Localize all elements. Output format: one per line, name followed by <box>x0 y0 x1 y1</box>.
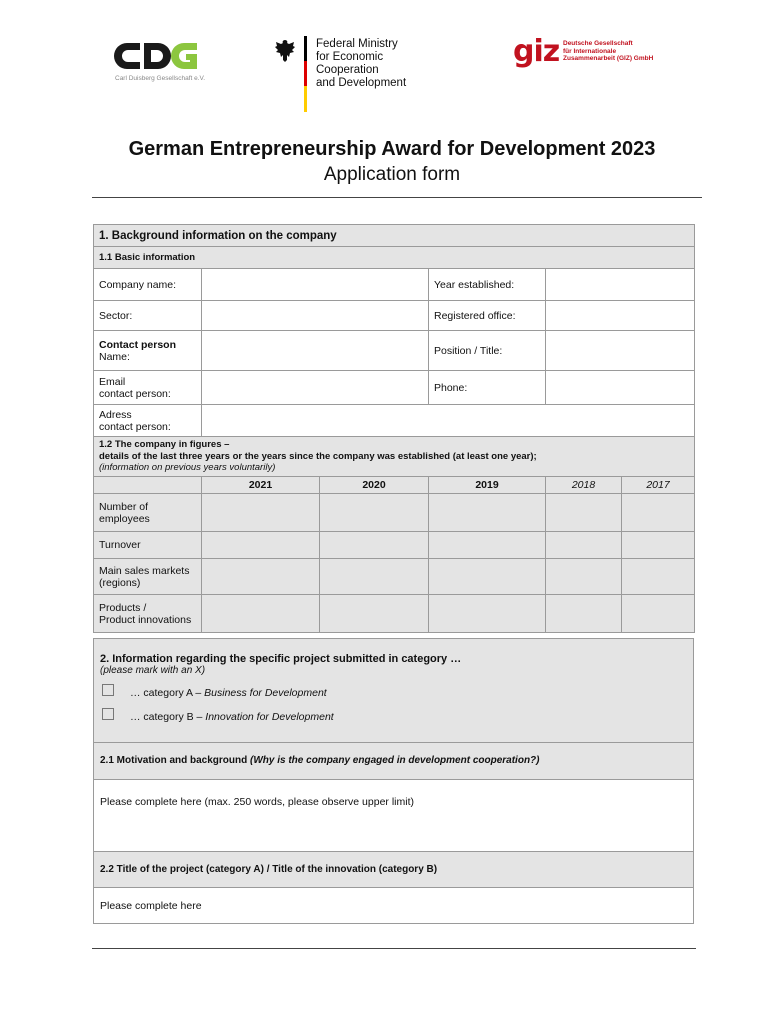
year-header-2018: 2018 <box>546 477 622 494</box>
giz-line-2: für Internationale <box>563 47 617 55</box>
sector-field[interactable] <box>202 301 429 331</box>
company-name-field[interactable] <box>202 269 429 301</box>
turnover-2021-field[interactable] <box>202 532 320 559</box>
year-header-empty <box>94 477 202 494</box>
address-field[interactable] <box>202 405 695 437</box>
giz-name <box>563 40 653 63</box>
category-a-prefix: … category A – <box>130 687 205 699</box>
row-label-line-1: Main sales markets <box>99 564 190 577</box>
motivation-heading-cell <box>94 743 694 780</box>
employees-2021-field[interactable] <box>202 494 320 532</box>
page-title: German Entrepreneurship Award for Development 2023 <box>128 138 656 160</box>
registered-office-field[interactable] <box>546 301 695 331</box>
turnover-2020-field[interactable] <box>320 532 429 559</box>
section-1-heading: 1. Background information on the company <box>94 225 695 247</box>
year-header-2017: 2017 <box>622 477 695 494</box>
email-label-line-2: contact person: <box>99 387 171 400</box>
email-field[interactable] <box>202 371 429 405</box>
motivation-question: (Why is the company engaged in development cooperation?) <box>250 755 540 766</box>
figures-heading-cell <box>94 437 695 477</box>
footer-divider <box>92 948 696 949</box>
products-2019-field[interactable] <box>429 595 546 633</box>
turnover-2017-field[interactable] <box>622 532 695 559</box>
products-2017-field[interactable] <box>622 595 695 633</box>
category-a-option[interactable] <box>102 681 687 705</box>
address-label-line-1: Adress <box>99 408 132 421</box>
project-title-heading: 2.2 Title of the project (category A) / Title of the innovation (category B) <box>94 852 694 888</box>
phone-field[interactable] <box>546 371 695 405</box>
row-label-markets <box>94 559 202 595</box>
category-b-prefix: … category B – <box>130 711 206 723</box>
markets-2021-field[interactable] <box>202 559 320 595</box>
bmz-line-2: for Economic Cooperation <box>316 51 384 76</box>
cdg-subtitle: Carl Duisberg Gesellschaft e.V. <box>115 75 206 82</box>
address-label-line-2: contact person: <box>99 420 171 433</box>
sector-label: Sector: <box>94 301 202 331</box>
figures-note: (information on previous years voluntarily) <box>99 462 276 474</box>
figures-detail: details of the last three years or the years since the company was established (at least one year); <box>99 450 537 462</box>
year-header-2020: 2020 <box>320 477 429 494</box>
category-a-name: Business for Development <box>204 687 327 699</box>
products-2018-field[interactable] <box>546 595 622 633</box>
row-label-employees <box>94 494 202 532</box>
category-b-name: Innovation for Development <box>205 711 334 723</box>
motivation-heading: 2.1 Motivation and background <box>100 755 251 766</box>
row-label-line-1: Products / <box>99 601 147 614</box>
email-label-line-1: Email <box>99 375 126 388</box>
row-label-line-2: Product innovations <box>99 613 192 626</box>
bmz-line-1: Federal Ministry <box>316 38 398 50</box>
section-2-note: (please mark with an X) <box>100 665 206 676</box>
products-2020-field[interactable] <box>320 595 429 633</box>
giz-line-3: Zusammenarbeit (GIZ) GmbH <box>563 55 654 62</box>
address-label <box>94 405 202 437</box>
category-b-option[interactable] <box>102 705 687 729</box>
category-b-checkbox[interactable] <box>102 708 114 720</box>
registered-office-label: Registered office: <box>429 301 546 331</box>
year-header-2021: 2021 <box>202 477 320 494</box>
eagle-icon <box>272 38 298 64</box>
project-info-table <box>93 638 694 924</box>
employees-2018-field[interactable] <box>546 494 622 532</box>
category-a-checkbox[interactable] <box>102 684 114 696</box>
bmz-line-3: and Development <box>316 77 407 89</box>
turnover-2018-field[interactable] <box>546 532 622 559</box>
section-2-heading: 2. Information regarding the specific project submitted in category … <box>100 653 462 665</box>
markets-2018-field[interactable] <box>546 559 622 595</box>
cdg-logo <box>113 39 206 91</box>
position-label: Position / Title: <box>429 331 546 371</box>
row-label-line-2: employees <box>99 512 150 525</box>
row-label-line-2: (regions) <box>99 576 141 589</box>
name-label: Name: <box>99 350 130 363</box>
contact-name-label <box>94 331 202 371</box>
company-info-table <box>93 224 695 633</box>
divider <box>92 197 702 198</box>
company-name-label: Company name: <box>94 269 202 301</box>
year-established-label: Year established: <box>429 269 546 301</box>
motivation-field[interactable]: Please complete here (max. 250 words, please observe upper limit) <box>94 780 694 852</box>
giz-logo <box>513 34 663 78</box>
project-title-field[interactable]: Please complete here <box>94 888 694 924</box>
employees-2019-field[interactable] <box>429 494 546 532</box>
phone-label: Phone: <box>429 371 546 405</box>
giz-wordmark: giz <box>513 34 560 69</box>
employees-2017-field[interactable] <box>622 494 695 532</box>
year-established-field[interactable] <box>546 269 695 301</box>
markets-2019-field[interactable] <box>429 559 546 595</box>
contact-person-heading: Contact person <box>99 338 177 351</box>
markets-2020-field[interactable] <box>320 559 429 595</box>
turnover-2019-field[interactable] <box>429 532 546 559</box>
row-label-turnover: Turnover <box>94 532 202 559</box>
year-header-2019: 2019 <box>429 477 546 494</box>
row-label-line-1: Number of <box>99 500 149 513</box>
contact-name-field[interactable] <box>202 331 429 371</box>
giz-line-1: Deutsche Gesellschaft <box>563 40 633 47</box>
basic-info-heading: 1.1 Basic information <box>94 247 695 269</box>
logo-bar <box>0 30 770 110</box>
bmz-name <box>316 38 447 90</box>
email-label <box>94 371 202 405</box>
section-2-cell <box>94 639 694 743</box>
products-2021-field[interactable] <box>202 595 320 633</box>
figures-heading: 1.2 The company in figures – <box>99 439 230 451</box>
employees-2020-field[interactable] <box>320 494 429 532</box>
german-flag-bar <box>304 36 307 112</box>
row-label-products <box>94 595 202 633</box>
page-subtitle: Application form <box>323 164 461 185</box>
markets-2017-field[interactable] <box>622 559 695 595</box>
cdg-logo-mark <box>113 39 201 73</box>
position-field[interactable] <box>546 331 695 371</box>
bmz-logo <box>272 36 447 111</box>
